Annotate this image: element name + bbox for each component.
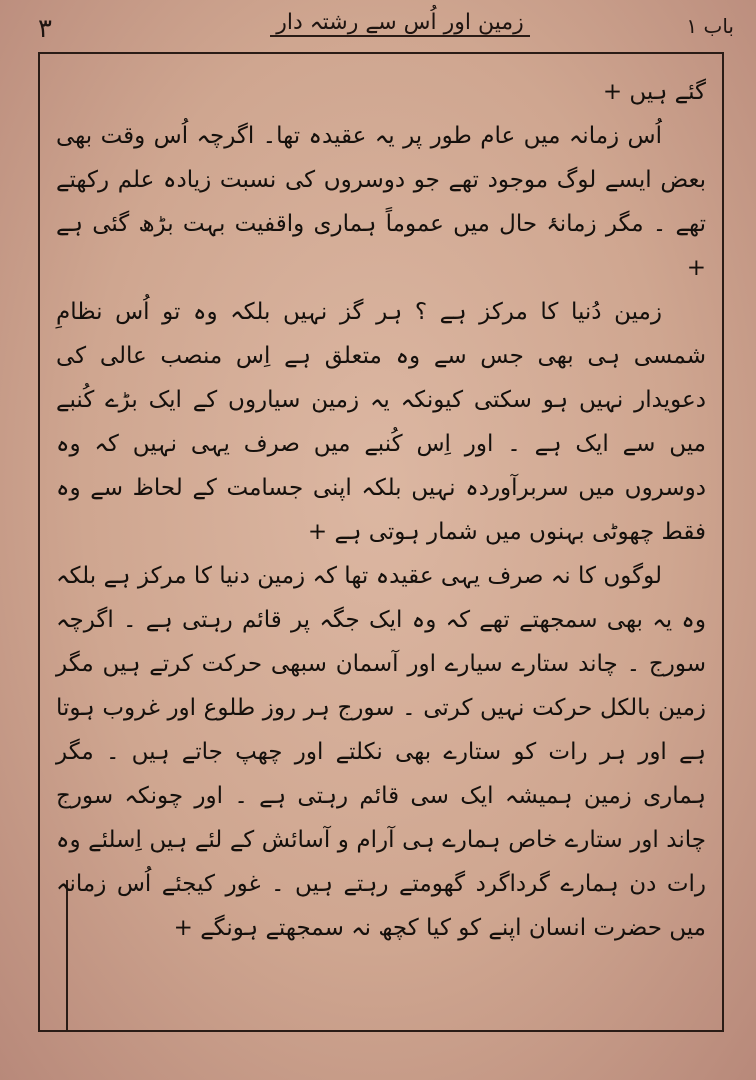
page-header [0,0,756,48]
page-number: ۳ [38,14,52,44]
running-title: زمین اور اُس سے رشتہ دار [270,10,530,37]
paragraph-continuation: گئے ہیں + [602,79,706,105]
paragraph-earth-center: زمین دُنیا کا مرکز ہے ؟ ہر گز نہیں بلکہ وہ تو اُس نظامِ شمسی ہی بھی جس سے وہ متعلق ہے اِس منصب عالی کی دعویدار نہیں ہو سکتی کیونکہ یہ زمین سیاروں کے ایک بڑے کُنبے میں سے ایک ہے ۔ اور اِس کُنبے میں صرف یہی نہیں کہ وہ دوسروں میں سربرآوردہ نہیں بلکہ اپنی جسامت کے لحاظ سے وہ فقط چھوٹی بہنوں میں شمار ہوتی ہے + [56,299,706,545]
chapter-label: باب ۱ [686,14,734,38]
paragraph-belief: اُس زمانہ میں عام طور پر یہ عقیدہ تھا۔ اگرچہ اُس وقت بھی بعض ایسے لوگ موجود تھے جو دوسروں کی نسبت زیادہ علم رکھتے تھے ۔ مگر زمانۂ حال میں عموماً ہماری واقفیت بہت بڑھ گئی ہے + [56,123,706,281]
body-text [56,70,706,950]
paragraph-earth-stationary: لوگوں کا نہ صرف یہی عقیدہ تھا کہ زمین دنیا کا مرکز ہے بلکہ وہ یہ بھی سمجھتے تھے کہ وہ ایک جگہ پر قائم رہتی ہے ۔ اگرچہ سورج ۔ چاند ستارے سیارے اور آسمان سبھی حرکت کرتے ہیں مگر زمین بالکل حرکت نہیں کرتی ۔ سورج ہر روز طلوع اور غروب ہوتا ہے اور ہر رات کو ستارے بھی نکلتے اور چھپ جاتے ہیں ۔ مگر ہماری زمین ہمیشہ ایک سی قائم رہتی ہے ۔ اور چونکہ سورج چاند اور ستارے خاص ہمارے ہی آرام و آسائش کے لئے ہیں اِسلئے وہ رات دن ہمارے گرداگرد گھومتے رہتے ہیں ۔ غور کیجئے اُس زمانہ میں حضرت انسان اپنے کو کیا کچھ نہ سمجھتے ہونگے + [56,563,706,941]
